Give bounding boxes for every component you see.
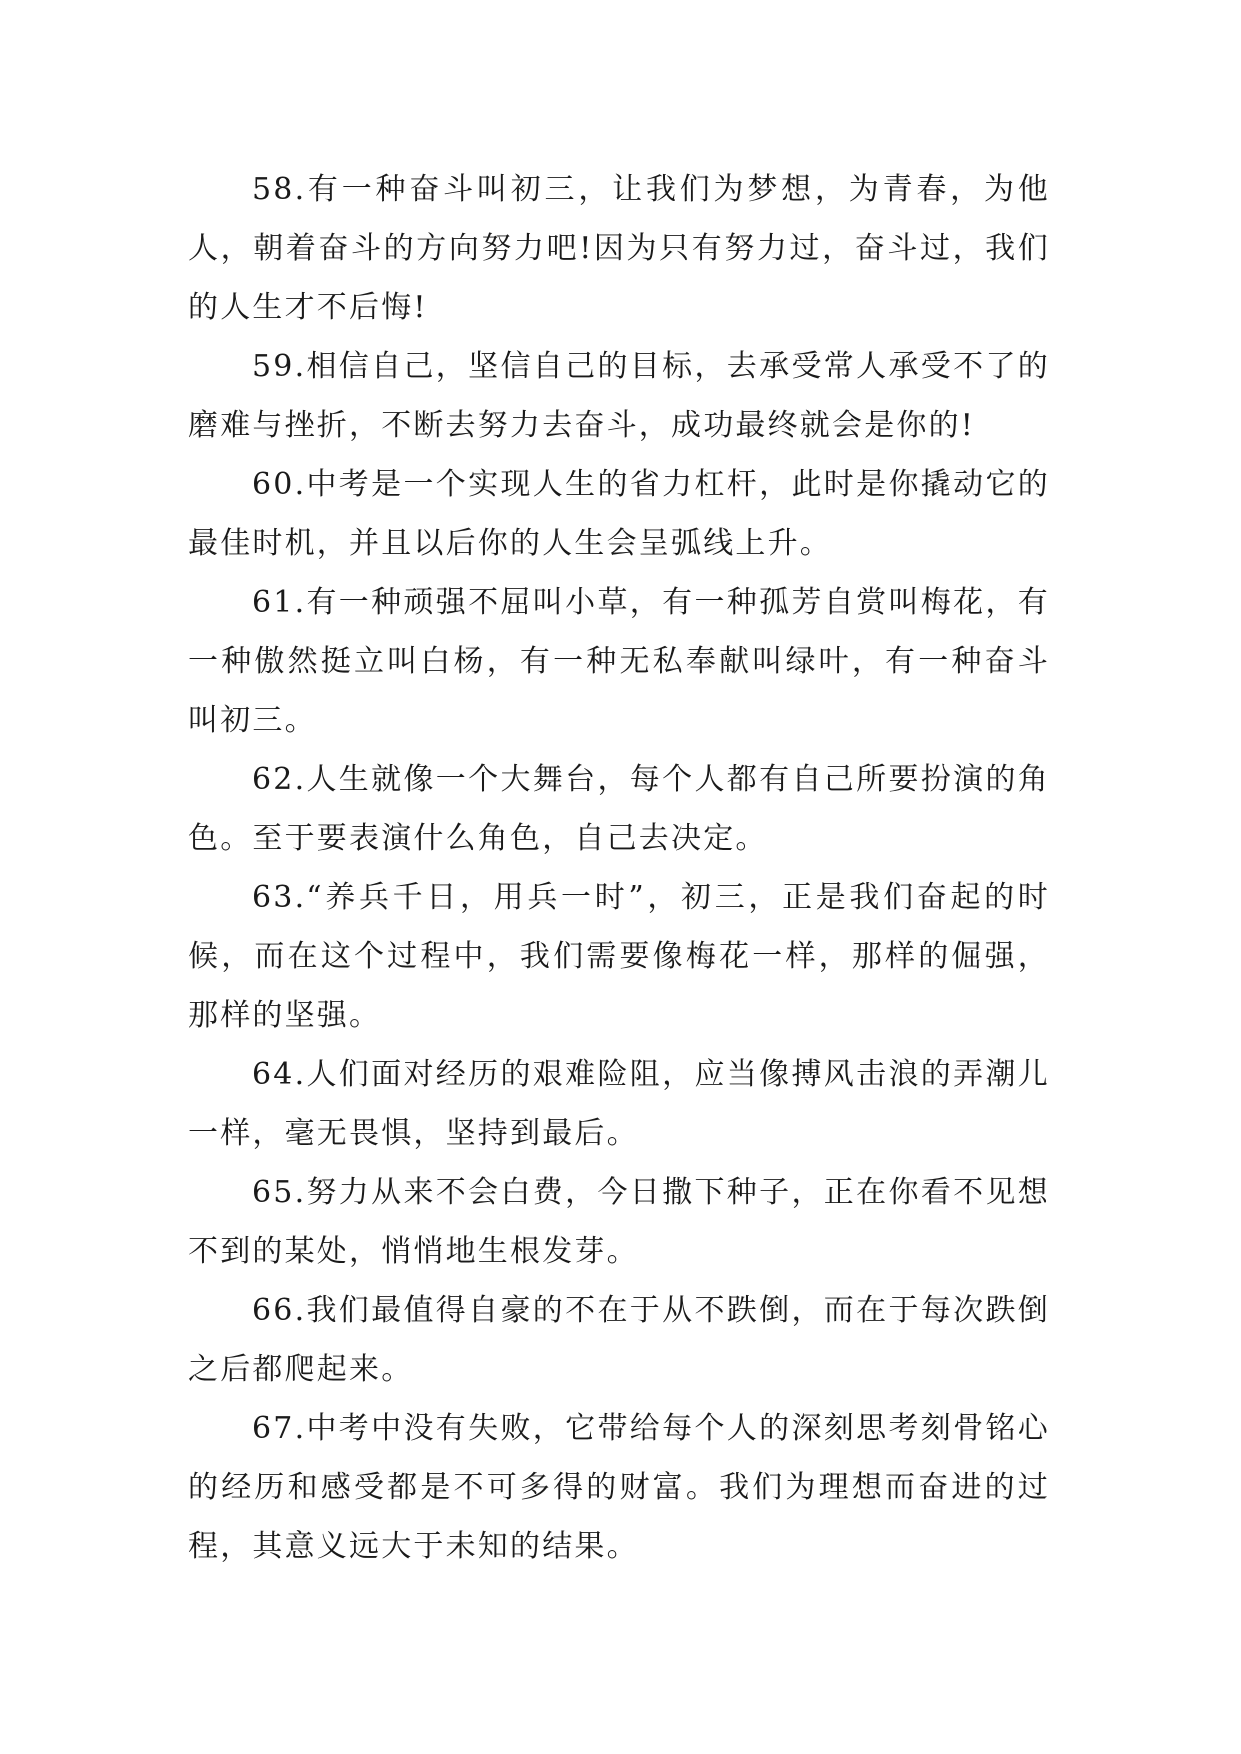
paragraph-66: 66.我们最值得自豪的不在于从不跌倒，而在于每次跌倒之后都爬起来。 <box>188 1293 1050 1387</box>
paragraph-58: 58.有一种奋斗叫初三，让我们为梦想，为青春，为他人，朝着奋斗的方向努力吧!因为只有努力过，奋斗过，我们的人生才不后悔! <box>188 172 1050 325</box>
paragraph-61: 61.有一种顽强不屈叫小草，有一种孤芳自赏叫梅花，有一种傲然挺立叫白杨，有一种无私奉献叫绿叶，有一种奋斗叫初三。 <box>188 585 1050 738</box>
paragraph-59: 59.相信自己，坚信自己的目标，去承受常人承受不了的磨难与挫折，不断去努力去奋斗，成功最终就会是你的! <box>188 349 1050 443</box>
paragraph-65: 65.努力从来不会白费，今日撒下种子，正在你看不见想不到的某处，悄悄地生根发芽。 <box>188 1175 1050 1269</box>
paragraph-63: 63.“养兵千日，用兵一时”，初三，正是我们奋起的时候，而在这个过程中，我们需要像梅花一样，那样的倔强，那样的坚强。 <box>188 880 1050 1033</box>
paragraph-62: 62.人生就像一个大舞台，每个人都有自己所要扮演的角色。至于要表演什么角色，自己去决定。 <box>188 762 1050 856</box>
paragraph-67: 67.中考中没有失败，它带给每个人的深刻思考刻骨铭心的经历和感受都是不可多得的财富。我们为理想而奋进的过程，其意义远大于未知的结果。 <box>188 1411 1050 1564</box>
document-body <box>188 160 1050 1576</box>
paragraph-60: 60.中考是一个实现人生的省力杠杆，此时是你撬动它的最佳时机，并且以后你的人生会呈弧线上升。 <box>188 467 1050 561</box>
paragraph-64: 64.人们面对经历的艰难险阻，应当像搏风击浪的弄潮儿一样，毫无畏惧，坚持到最后。 <box>188 1057 1050 1151</box>
